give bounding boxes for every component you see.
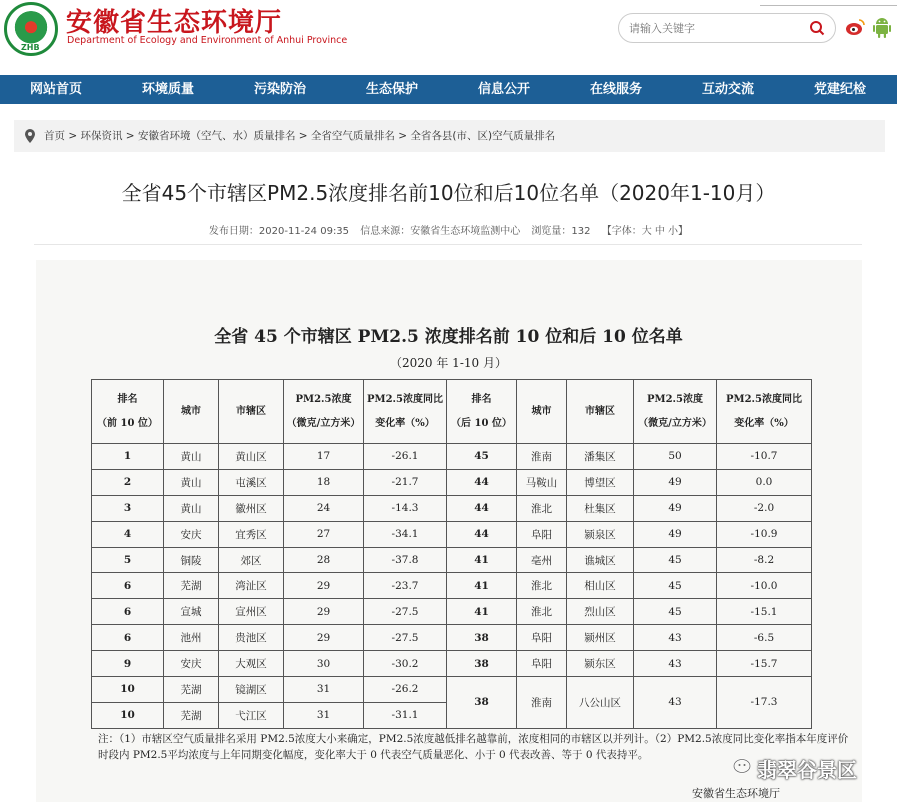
cell-change: -10.0	[717, 573, 812, 599]
cell-city: 池州	[164, 625, 219, 651]
weibo-icon[interactable]	[845, 18, 865, 36]
cell-city: 淮北	[517, 599, 567, 625]
nav-item-online-service[interactable]: 在线服务	[589, 82, 642, 97]
location-pin-icon	[24, 129, 36, 143]
table-row	[92, 521, 812, 547]
cell-district: 郊区	[219, 547, 284, 573]
cell-district: 贵池区	[219, 625, 284, 651]
nav-item-pollution-control[interactable]: 污染防治	[253, 82, 306, 97]
site-header	[0, 0, 897, 75]
cell-city: 亳州	[517, 547, 567, 573]
cell-change: -21.7	[364, 469, 447, 495]
cell-rank: 2	[92, 469, 164, 495]
cell-city: 淮南	[517, 444, 567, 470]
nav-item-interaction[interactable]: 互动交流	[701, 82, 754, 97]
header-change: PM2.5浓度同比 变化率（%）	[717, 380, 812, 444]
table-row	[92, 651, 812, 677]
cell-change: -10.7	[717, 444, 812, 470]
cell-district: 相山区	[567, 573, 634, 599]
cell-city: 黄山	[164, 444, 219, 470]
cell-city: 阜阳	[517, 651, 567, 677]
cell-district: 徽州区	[219, 495, 284, 521]
cell-rank: 44	[447, 469, 517, 495]
cell-conc: 17	[284, 444, 364, 470]
cell-change: -17.3	[717, 677, 812, 729]
cell-city: 马鞍山	[517, 469, 567, 495]
search-icon[interactable]	[809, 20, 825, 36]
cell-city: 阜阳	[517, 625, 567, 651]
header-rank-bottom: 排名 （后 10 位）	[447, 380, 517, 444]
cell-district: 博望区	[567, 469, 634, 495]
cell-conc: 43	[634, 677, 717, 729]
cell-conc: 29	[284, 625, 364, 651]
cell-district: 镜湖区	[219, 677, 284, 703]
cell-city: 宣城	[164, 599, 219, 625]
logo-emblem	[13, 11, 49, 47]
cell-city: 芜湖	[164, 677, 219, 703]
table-row	[92, 677, 812, 703]
cell-change: -6.5	[717, 625, 812, 651]
watermark-text: 翡翠谷景区	[757, 758, 857, 782]
android-icon[interactable]	[873, 16, 891, 38]
table-row	[92, 444, 812, 470]
table-row	[92, 625, 812, 651]
breadcrumb-path[interactable]: 首页 > 环保资讯 > 安徽省环境（空气、水）质量排名 > 全省空气质量排名 > 全省各县(市、区)空气质量排名	[44, 130, 556, 142]
table-row	[92, 599, 812, 625]
header-city: 城市	[164, 380, 219, 444]
ranking-table	[91, 379, 812, 729]
cell-change: -2.0	[717, 495, 812, 521]
table-row	[92, 573, 812, 599]
cell-rank: 41	[447, 573, 517, 599]
cell-city: 黄山	[164, 469, 219, 495]
cell-conc: 49	[634, 469, 717, 495]
cell-conc: 43	[634, 625, 717, 651]
cell-district: 屯溪区	[219, 469, 284, 495]
site-subtitle: Department of Ecology and Environment of Anhui Province	[67, 35, 348, 46]
cell-conc: 31	[284, 677, 364, 703]
cell-rank: 4	[92, 521, 164, 547]
cell-conc: 45	[634, 547, 717, 573]
cell-rank: 3	[92, 495, 164, 521]
cell-conc: 45	[634, 573, 717, 599]
cell-district: 杜集区	[567, 495, 634, 521]
cell-change: -15.1	[717, 599, 812, 625]
cell-rank: 6	[92, 599, 164, 625]
cell-district: 弋江区	[219, 702, 284, 728]
cell-city: 安庆	[164, 651, 219, 677]
header-change: PM2.5浓度同比 变化率（%）	[364, 380, 447, 444]
cell-change: -30.2	[364, 651, 447, 677]
cell-city: 淮北	[517, 573, 567, 599]
cell-conc: 29	[284, 573, 364, 599]
site-logo[interactable]	[4, 2, 58, 56]
cell-rank: 38	[447, 651, 517, 677]
document-title: 全省 45 个市辖区 PM2.5 浓度排名前 10 位和后 10 位名单	[214, 327, 683, 347]
table-row	[92, 547, 812, 573]
document-signature: 安徽省生态环境厅	[692, 787, 780, 800]
cell-rank: 6	[92, 625, 164, 651]
ranking-table-body	[92, 444, 812, 729]
cell-district: 颍州区	[567, 625, 634, 651]
cell-district: 潘集区	[567, 444, 634, 470]
header-rank-top: 排名 （前 10 位）	[92, 380, 164, 444]
cell-rank: 41	[447, 599, 517, 625]
cell-rank: 41	[447, 547, 517, 573]
nav-item-party-discipline[interactable]: 党建纪检	[813, 82, 866, 97]
cell-conc: 24	[284, 495, 364, 521]
cell-conc: 28	[284, 547, 364, 573]
nav-item-home[interactable]: 网站首页	[29, 82, 82, 97]
cell-change: -31.1	[364, 702, 447, 728]
cell-city: 淮南	[517, 677, 567, 729]
cell-change: -23.7	[364, 573, 447, 599]
view-count: 浏览量：132	[531, 226, 591, 237]
header-concentration: PM2.5浓度 （微克/立方米）	[284, 380, 364, 444]
cell-conc: 49	[634, 521, 717, 547]
cell-rank: 10	[92, 702, 164, 728]
cell-change: -34.1	[364, 521, 447, 547]
cell-conc: 45	[634, 599, 717, 625]
cell-conc: 27	[284, 521, 364, 547]
publish-date: 发布日期：2020-11-24 09:35	[208, 226, 350, 237]
cell-change: -26.2	[364, 677, 447, 703]
table-row	[92, 469, 812, 495]
cell-district: 大观区	[219, 651, 284, 677]
table-note: 注：（1）市辖区空气质量排名采用 PM2.5浓度大小来确定，PM2.5浓度越低排名越靠前，浓度相同的市辖区以并列计。（2）PM2.5浓度同比变化率指本年度评价时段内 PM2.5平均浓度与上年同期变化幅度，变化率大于 0 代表空气质量恶化、小于 0 代表改善、等于 0 代表持平。	[98, 733, 849, 761]
main-nav	[0, 75, 897, 104]
site-title[interactable]: 安徽省生态环境厅	[66, 8, 283, 38]
cell-city: 黄山	[164, 495, 219, 521]
table-header-row	[92, 380, 812, 444]
search-box[interactable]	[618, 13, 836, 43]
cell-conc: 49	[634, 495, 717, 521]
nav-item-info-disclosure[interactable]: 信息公开	[477, 82, 530, 97]
logo-text: ZHB	[21, 43, 40, 52]
cell-district: 颍泉区	[567, 521, 634, 547]
cell-change: -10.9	[717, 521, 812, 547]
table-row	[92, 495, 812, 521]
cell-district: 谯城区	[567, 547, 634, 573]
cell-conc: 29	[284, 599, 364, 625]
cell-conc: 43	[634, 651, 717, 677]
document-subtitle: （2020 年 1-10 月）	[390, 356, 507, 370]
cell-rank: 38	[447, 677, 517, 729]
cell-city: 铜陵	[164, 547, 219, 573]
cell-district: 黄山区	[219, 444, 284, 470]
info-source: 信息来源：安徽省生态环境监测中心	[360, 226, 521, 237]
cell-conc: 31	[284, 702, 364, 728]
cell-rank: 9	[92, 651, 164, 677]
cell-rank: 5	[92, 547, 164, 573]
cell-change: -26.1	[364, 444, 447, 470]
search-input[interactable]	[629, 19, 799, 37]
cell-conc: 30	[284, 651, 364, 677]
header-district: 市辖区	[219, 380, 284, 444]
cell-change: -8.2	[717, 547, 812, 573]
cell-district: 湾沚区	[219, 573, 284, 599]
article-title: 全省45个市辖区PM2.5浓度排名前10位和后10位名单（2020年1-10月）	[121, 181, 776, 205]
cell-city: 芜湖	[164, 702, 219, 728]
font-size-switch[interactable]: 【字体：大 中 小】	[601, 226, 689, 237]
cell-rank: 1	[92, 444, 164, 470]
breadcrumb	[14, 120, 885, 152]
cell-change: -27.5	[364, 625, 447, 651]
cell-city: 安庆	[164, 521, 219, 547]
cell-rank: 45	[447, 444, 517, 470]
cell-conc: 50	[634, 444, 717, 470]
top-utility-bar	[760, 0, 897, 6]
wechat-icon	[733, 758, 753, 776]
cell-rank: 6	[92, 573, 164, 599]
cell-city: 淮北	[517, 495, 567, 521]
cell-rank: 10	[92, 677, 164, 703]
cell-change: -27.5	[364, 599, 447, 625]
watermark	[733, 752, 893, 784]
cell-rank: 44	[447, 495, 517, 521]
header-district: 市辖区	[567, 380, 634, 444]
divider	[34, 244, 862, 245]
cell-district: 宜秀区	[219, 521, 284, 547]
cell-district: 八公山区	[567, 677, 634, 729]
cell-district: 颍东区	[567, 651, 634, 677]
cell-change: -37.8	[364, 547, 447, 573]
cell-city: 芜湖	[164, 573, 219, 599]
header-concentration: PM2.5浓度 （微克/立方米）	[634, 380, 717, 444]
cell-rank: 44	[447, 521, 517, 547]
cell-conc: 18	[284, 469, 364, 495]
nav-item-environment-quality[interactable]: 环境质量	[141, 82, 194, 97]
header-city: 城市	[517, 380, 567, 444]
cell-change: 0.0	[717, 469, 812, 495]
cell-district: 烈山区	[567, 599, 634, 625]
article-meta	[0, 222, 897, 237]
cell-rank: 38	[447, 625, 517, 651]
cell-change: -15.7	[717, 651, 812, 677]
cell-city: 阜阳	[517, 521, 567, 547]
cell-change: -14.3	[364, 495, 447, 521]
nav-item-ecology-protection[interactable]: 生态保护	[365, 82, 418, 97]
cell-district: 宣州区	[219, 599, 284, 625]
